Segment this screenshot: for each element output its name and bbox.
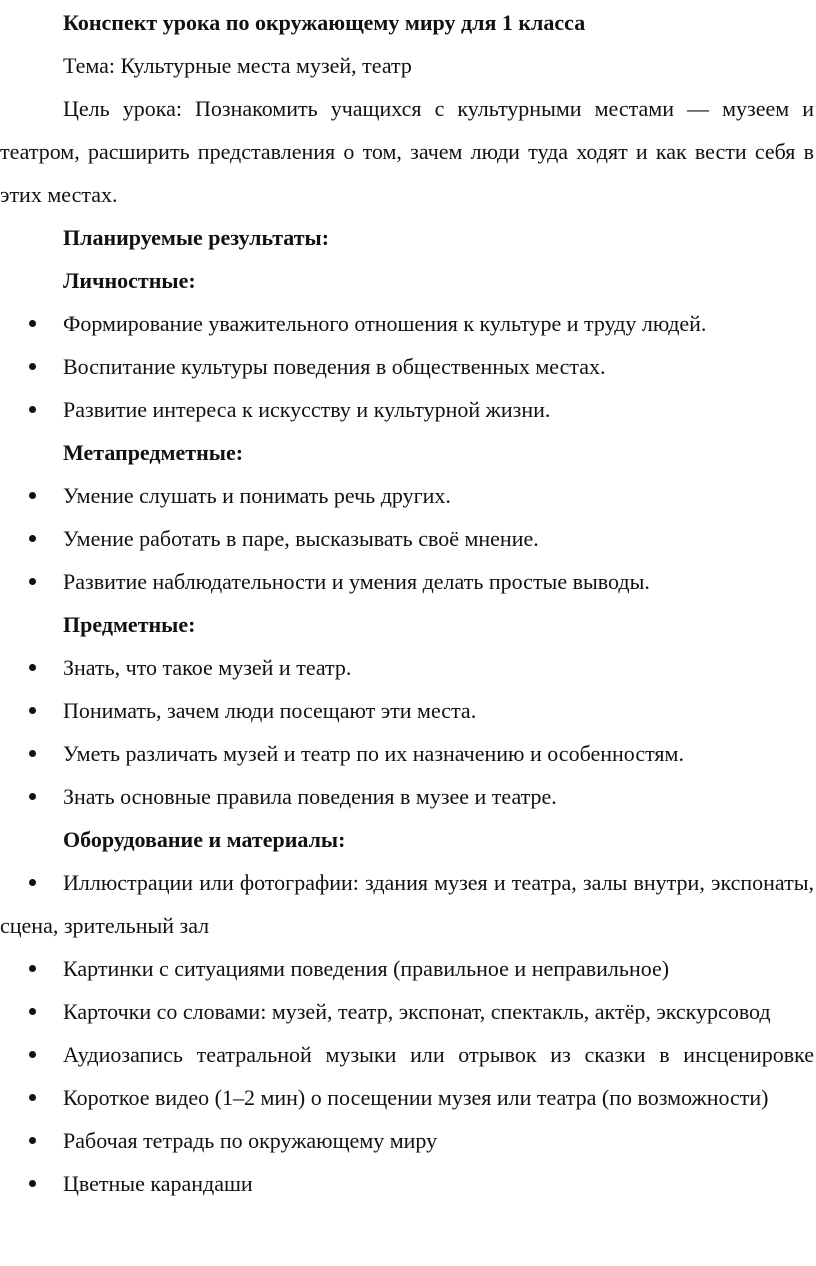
list-item-text: Картинки с ситуациями поведения (правильное и неправильное)	[63, 956, 670, 981]
bullet-icon	[29, 1137, 36, 1144]
list-item-text: Формирование уважительного отношения к культуре и труду людей.	[63, 311, 707, 336]
results-heading: Планируемые результаты:	[63, 225, 330, 250]
bullet-icon	[29, 535, 36, 542]
subject-heading: Предметные:	[63, 612, 196, 637]
list-item-text: Короткое видео (1–2 мин) о посещении музея или театра (по возможности)	[63, 1085, 769, 1110]
list-item	[0, 861, 816, 947]
list-item-text: Уметь различать музей и театр по их назначению и особенностям.	[63, 741, 684, 766]
bullet-icon	[29, 1051, 36, 1058]
bullet-icon	[29, 1180, 36, 1187]
list-item-text: Рабочая тетрадь по окружающему миру	[63, 1128, 438, 1153]
list-item-text: Знать, что такое музей и театр.	[63, 655, 352, 680]
list-item	[0, 560, 816, 603]
list-item	[0, 302, 816, 345]
lesson-topic: Тема: Культурные места музей, театр	[63, 53, 412, 78]
list-item-text: Знать основные правила поведения в музее и театре.	[63, 784, 557, 809]
personal-list	[0, 302, 816, 431]
bullet-icon	[29, 492, 36, 499]
list-item	[0, 474, 816, 517]
list-item-text: Цветные карандаши	[63, 1171, 253, 1196]
list-item	[0, 689, 816, 732]
list-item	[0, 732, 816, 775]
lesson-goal: Цель урока: Познакомить учащихся с культурными местами — музеем и театром, расширить представления о том, зачем люди туда ходят и как вести себя в этих местах.	[0, 96, 814, 207]
meta-list	[0, 474, 816, 603]
list-item	[0, 517, 816, 560]
list-item	[0, 1162, 816, 1205]
equipment-heading: Оборудование и материалы:	[63, 827, 346, 852]
bullet-icon	[29, 578, 36, 585]
bullet-icon	[29, 664, 36, 671]
list-item	[0, 646, 816, 689]
bullet-icon	[29, 1094, 36, 1101]
list-item	[0, 990, 816, 1033]
list-item-text: Умение работать в паре, высказывать своё мнение.	[63, 526, 539, 551]
bullet-icon	[29, 406, 36, 413]
list-item	[0, 345, 816, 388]
bullet-icon	[29, 879, 36, 886]
list-item-text: Карточки со словами: музей, театр, экспонат, спектакль, актёр, экскурсовод	[63, 999, 771, 1024]
subject-list	[0, 646, 816, 818]
list-item-text: Иллюстрации или фотографии: здания музея и театра, залы внутри, экспонаты, сцена, зрительный зал	[0, 870, 814, 938]
meta-heading: Метапредметные:	[63, 440, 244, 465]
bullet-icon	[29, 793, 36, 800]
bullet-icon	[29, 363, 36, 370]
bullet-icon	[29, 320, 36, 327]
bullet-icon	[29, 750, 36, 757]
list-item-text: Развитие интереса к искусству и культурной жизни.	[63, 397, 551, 422]
bullet-icon	[29, 707, 36, 714]
list-item	[0, 775, 816, 818]
personal-heading: Личностные:	[63, 268, 196, 293]
list-item-text: Понимать, зачем люди посещают эти места.	[63, 698, 477, 723]
list-item	[0, 1119, 816, 1162]
list-item-text: Аудиозапись театральной музыки или отрывок из сказки в инсценировке	[63, 1042, 814, 1067]
list-item	[0, 388, 816, 431]
list-item-text: Воспитание культуры поведения в общественных местах.	[63, 354, 606, 379]
list-item-text: Развитие наблюдательности и умения делать простые выводы.	[63, 569, 650, 594]
bullet-icon	[29, 1008, 36, 1015]
list-item-text: Умение слушать и понимать речь других.	[63, 483, 451, 508]
document-title: Конспект урока по окружающему миру для 1 класса	[63, 10, 586, 35]
bullet-icon	[29, 965, 36, 972]
list-item	[0, 947, 816, 990]
equipment-list	[0, 861, 816, 1205]
list-item	[0, 1076, 816, 1119]
list-item	[0, 1033, 816, 1076]
